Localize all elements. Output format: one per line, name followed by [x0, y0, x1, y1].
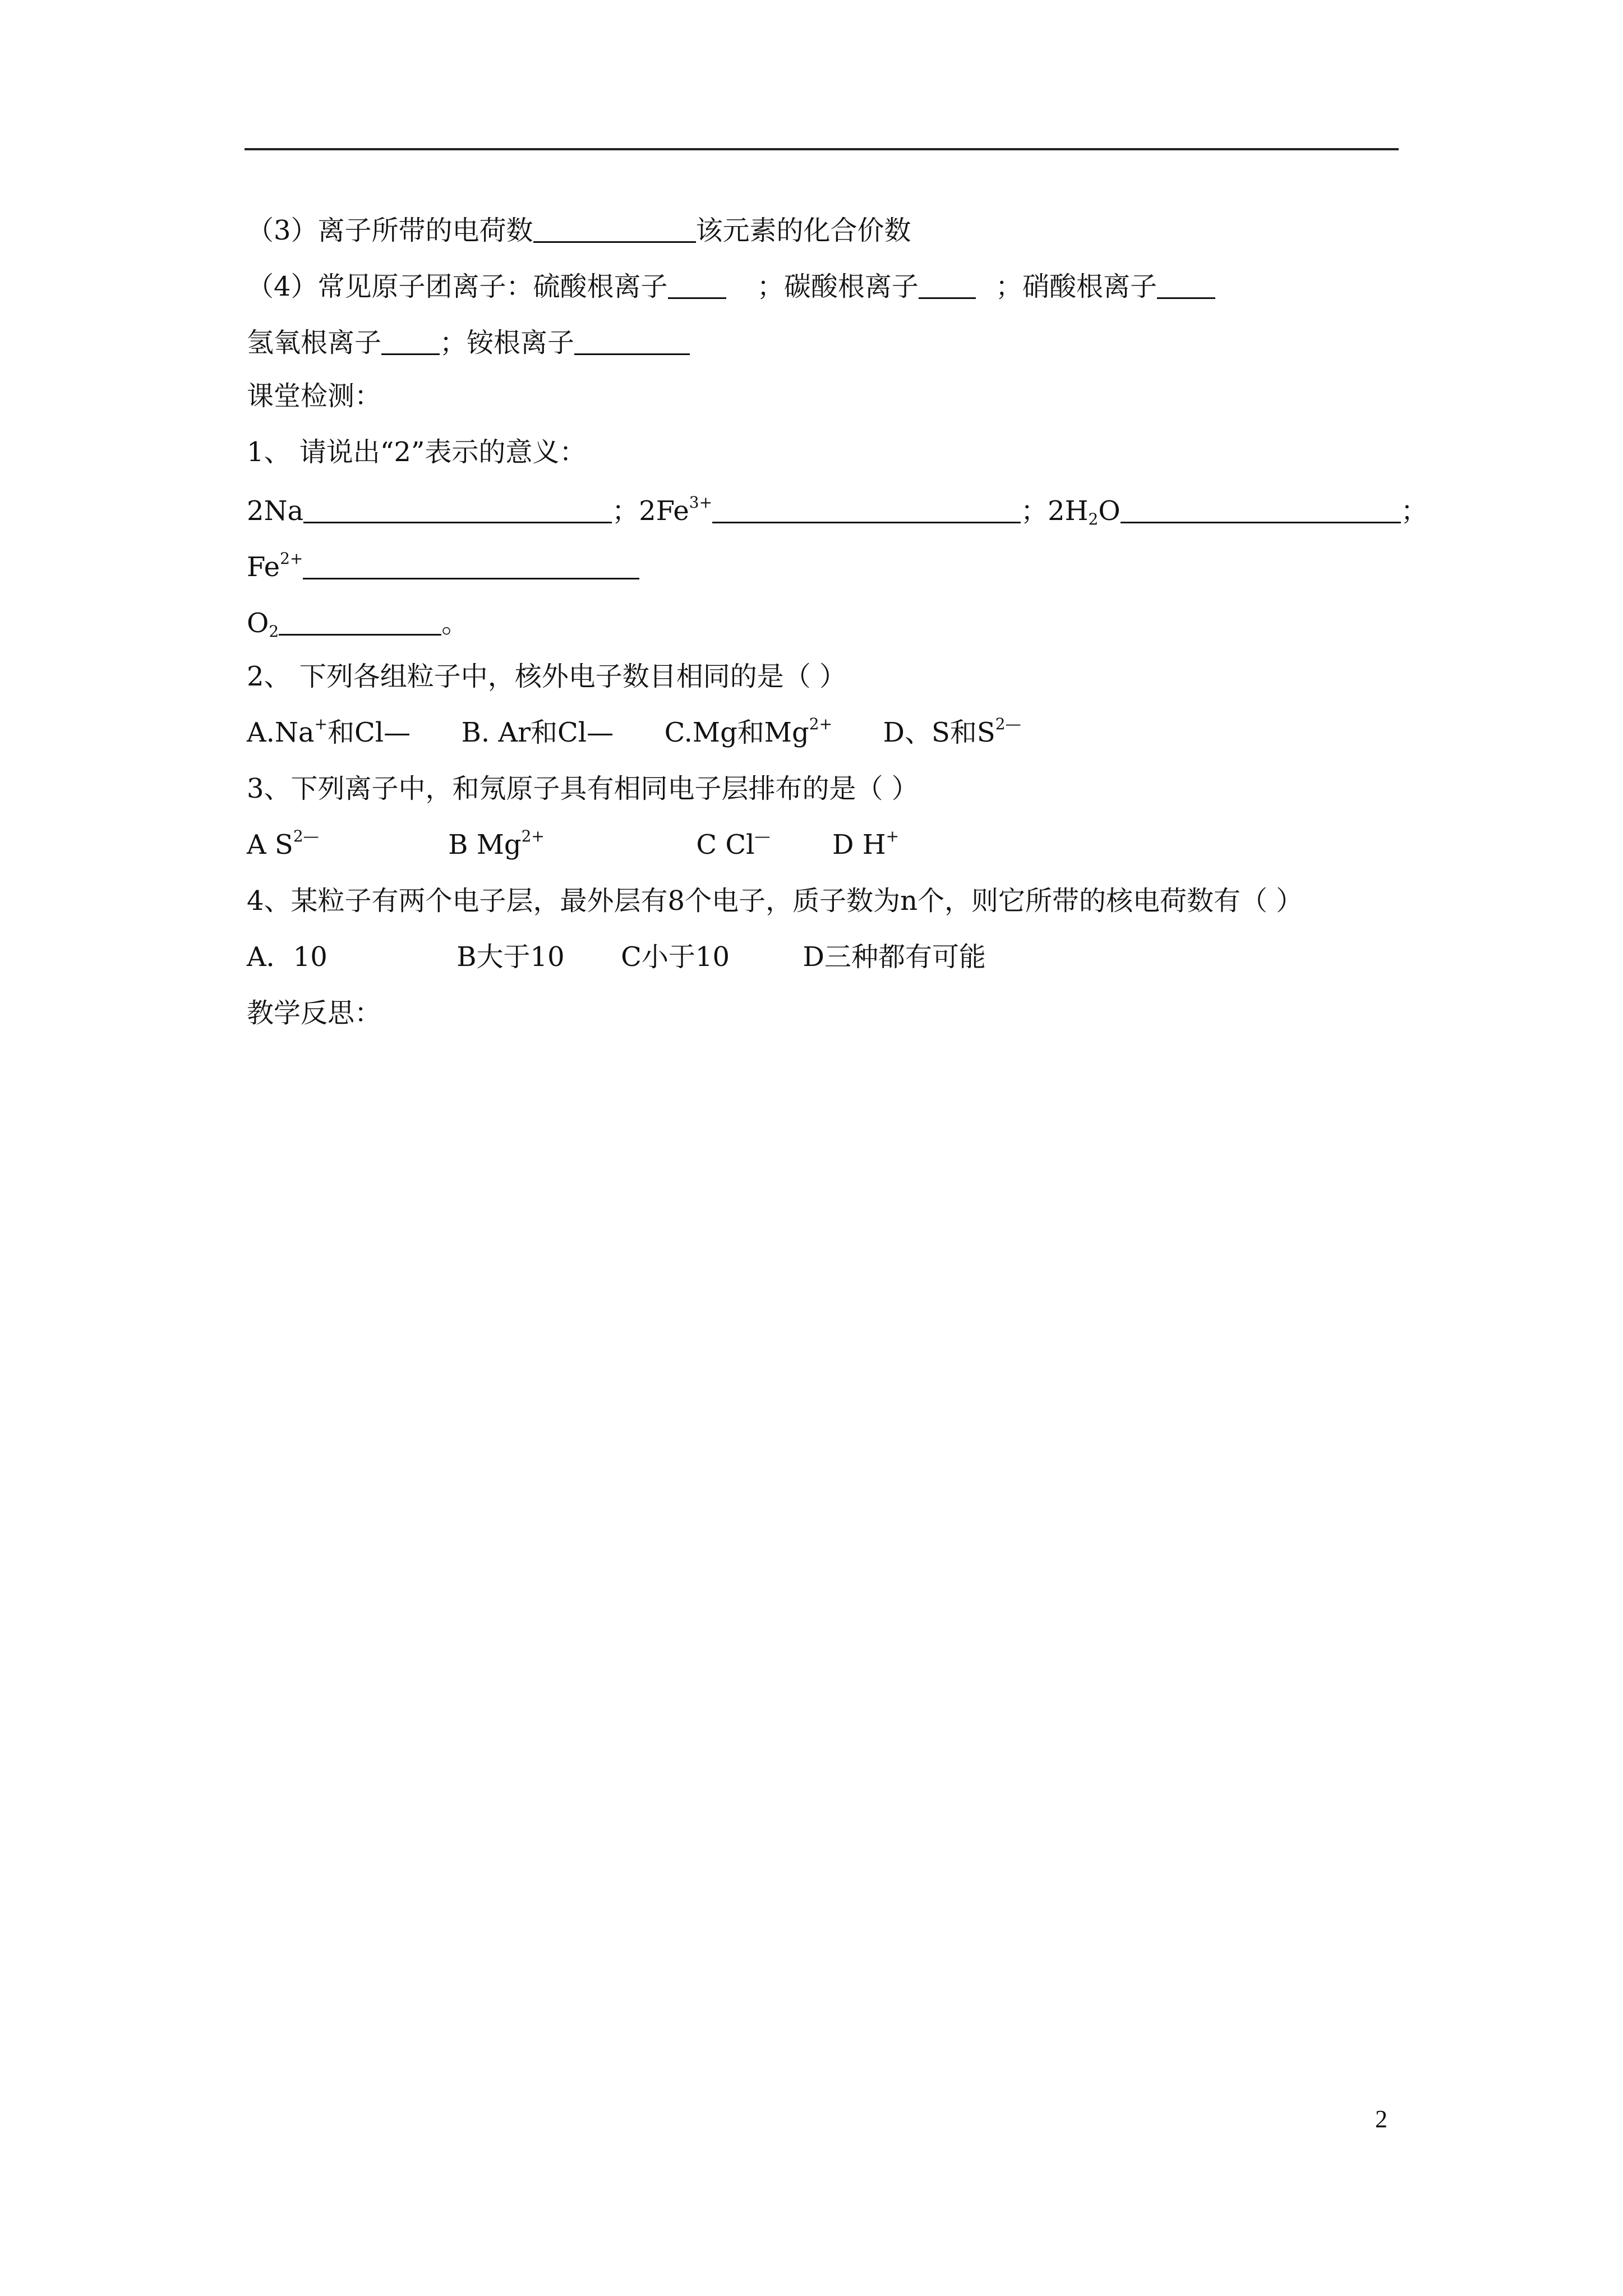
q3-option-a[interactable] — [247, 828, 319, 862]
q2-option-c[interactable] — [665, 716, 832, 749]
q1-row-3 — [247, 604, 468, 640]
q1-sep2: ； — [1021, 495, 1048, 527]
ammonium-blank[interactable] — [574, 326, 690, 355]
q2-a-minus: — — [384, 717, 411, 748]
q1-2na: 2Na — [247, 495, 304, 527]
item-4-text-a: （4）常见原子团离子：硫酸根离子 — [247, 271, 668, 302]
item-3-line — [247, 211, 911, 247]
q3-c-text: C Cl — [696, 829, 755, 861]
q1-fe-charge: 2+ — [280, 549, 303, 568]
q1-row-1 — [247, 491, 1428, 528]
q1-prompt: 1、 请说出“2”表示的意义： — [247, 436, 587, 468]
item-3-blank[interactable] — [533, 214, 696, 243]
page-number: 2 — [1375, 2105, 1387, 2133]
item-4-line-2 — [247, 323, 690, 360]
q2-options — [247, 716, 1021, 749]
q1-2fe-charge: 3+ — [689, 493, 713, 512]
reflection-heading: 教学反思： — [247, 997, 382, 1029]
q2-prompt: 2、 下列各组粒子中，核外电子数目相同的是（ ） — [247, 661, 847, 692]
q4-option-a[interactable]: A．10 — [247, 941, 328, 973]
item-3-text-b: 该元素的化合价数 — [695, 215, 911, 246]
q1-2h: 2H — [1048, 495, 1089, 527]
q2-c-text: C.Mg和Mg — [664, 717, 809, 748]
sulfate-blank[interactable] — [668, 270, 726, 299]
q1-sep3: ； — [1400, 495, 1428, 527]
q3-options — [247, 828, 899, 862]
header-rule — [245, 148, 1399, 150]
q2-d-sup: 2— — [995, 715, 1021, 733]
q3-c-sup: — — [754, 827, 771, 845]
q1-row-2 — [247, 547, 639, 584]
q2-c-sup: 2+ — [809, 715, 832, 733]
q3-option-c[interactable] — [696, 828, 770, 862]
q3-option-d[interactable] — [832, 828, 899, 862]
item-4-text-b: ；碳酸根离子 — [757, 271, 919, 302]
q2-a-text2: 和Cl — [328, 717, 384, 748]
q4-prompt: 4、某粒子有两个电子层，最外层有8个电子，质子数为n个，则它所带的核电荷数有（ ） — [247, 885, 1303, 917]
q3-d-sup: + — [886, 827, 900, 845]
q2-b-text: B. Ar和Cl — [461, 717, 587, 748]
q2-option-b[interactable] — [462, 716, 614, 749]
q4-option-d[interactable]: D三种都有可能 — [803, 941, 986, 973]
q1-sep1: ； — [612, 495, 639, 527]
q2-option-a[interactable] — [247, 716, 411, 749]
q1-fe: Fe — [247, 551, 280, 583]
q3-prompt: 3、下列离子中，和氖原子具有相同电子层排布的是（ ） — [247, 773, 919, 804]
q1-o2-blank[interactable] — [279, 607, 441, 636]
q4-options — [247, 940, 986, 974]
q3-option-b[interactable] — [448, 828, 545, 862]
q1-o2: O — [247, 608, 269, 639]
check-heading: 课堂检测： — [247, 380, 382, 412]
item-3-text-a: （3）离子所带的电荷数 — [247, 215, 533, 246]
q2-d-text: D、S和S — [883, 717, 995, 748]
q3-a-text: A S — [247, 829, 293, 861]
q2-option-d[interactable] — [883, 716, 1021, 749]
q2-a-sup: + — [314, 715, 328, 733]
nitrate-blank[interactable] — [1157, 270, 1215, 299]
q4-option-b[interactable]: B大于10 — [457, 941, 565, 973]
item-4-line — [247, 267, 1215, 303]
q2-a-text: A.Na — [247, 717, 315, 748]
carbonate-blank[interactable] — [919, 270, 976, 299]
item-4-text-c: ；硝酸根离子 — [995, 271, 1158, 302]
hydroxide-blank[interactable] — [381, 326, 440, 355]
q1-2fe-blank[interactable] — [712, 495, 1021, 523]
q3-a-sup: 2— — [293, 827, 319, 845]
q4-option-c[interactable]: C小于10 — [621, 941, 730, 973]
q1-2h-sub: 2 — [1088, 510, 1099, 528]
q3-d-text: D H — [832, 829, 886, 861]
q1-o2-sub: 2 — [269, 622, 279, 641]
q1-2fe: 2Fe — [639, 495, 689, 527]
q1-fe-blank[interactable] — [303, 551, 639, 579]
q1-end: 。 — [441, 608, 469, 639]
item-4-text-d: 氢氧根离子 — [247, 327, 382, 358]
q3-b-text: B Mg — [448, 829, 522, 861]
q3-b-sup: 2+ — [521, 827, 545, 845]
q2-b-minus: — — [587, 717, 614, 748]
q1-o: O — [1098, 495, 1121, 527]
item-4-text-e: ；铵根离子 — [440, 327, 575, 358]
q1-2h2o-blank[interactable] — [1121, 495, 1401, 523]
q1-2na-blank[interactable] — [303, 495, 612, 523]
